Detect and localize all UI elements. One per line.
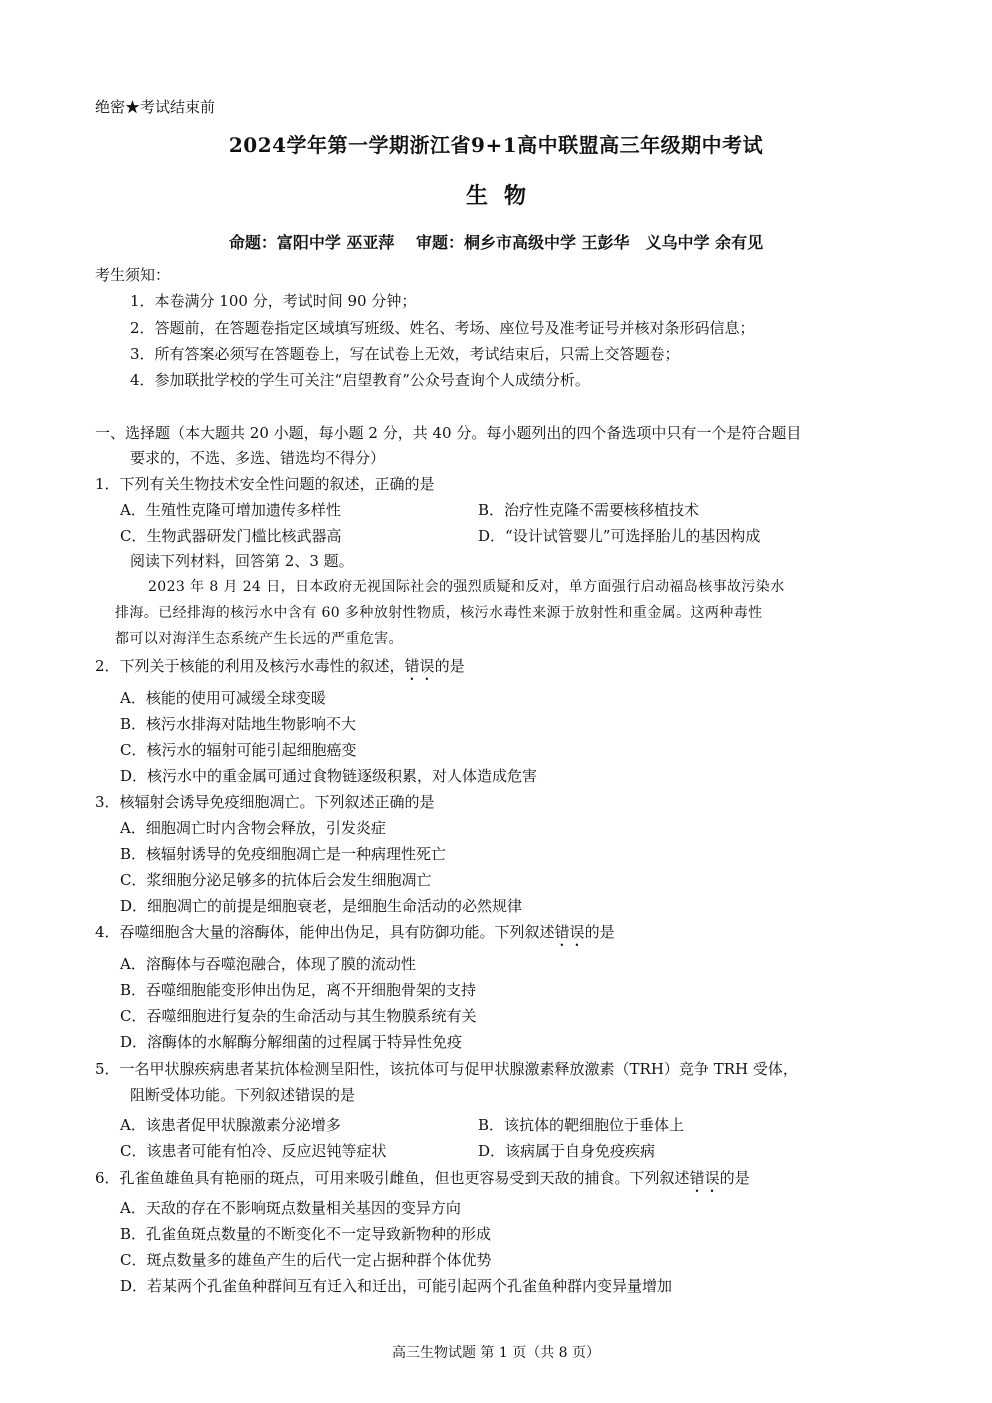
emphasis-word: 错误 [295,1086,326,1104]
question-3-stem: 3．核辐射会诱导免疫细胞凋亡。下列叙述正确的是 [95,793,435,811]
section-heading: 一、选择题（本大题共 20 小题，每小题 2 分，共 40 分。每小题列出的四个备选项中只有一个是符合题目 [95,424,802,442]
authors-line: 命题：富阳中学 巫亚萍 审题：桐乡市高级中学 王彭华 义乌中学 余有见 [228,233,764,252]
question-4-stem: 4．吞噬细胞含大量的溶酶体，能伸出伪足，具有防御功能。下列叙述错误的是 [95,923,615,941]
question-2-stem: 2．下列关于核能的利用及核污水毒性的叙述，错误的是 [95,657,465,675]
question-5-stem: 5．一名甲状腺疾病患者某抗体检测呈阳性，该抗体可与促甲状腺激素释放激素（TRH）竞争 TRH 受体， [95,1060,798,1078]
question-5-option-c: C．该患者可能有怕冷、反应迟钝等症状 [120,1142,387,1160]
notice-item: 4．参加联批学校的学生可关注“启望教育”公众号查询个人成绩分析。 [130,371,590,389]
exam-title: 2024学年第一学期浙江省9+1高中联盟高三年级期中考试 [228,133,764,157]
question-6-option-b: B．孔雀鱼斑点数量的不断变化不一定导致新物种的形成 [120,1225,492,1243]
question-4-option-d: D．溶酶体的水解酶分解细菌的过程属于特异性免疫 [120,1033,463,1051]
emphasis-word: 错误 [554,923,585,941]
reading-passage-line: 排海。已经排海的核污水中含有 60 多种放射性物质，核污水毒性来源于放射性和重金属。这两种毒性 [115,605,763,621]
question-1-option-d: D．“设计试管婴儿”可选择胎儿的基因构成 [478,527,761,545]
question-3-option-a: A．细胞凋亡时内含物会释放，引发炎症 [120,819,386,837]
confidential-label: 绝密★考试结束前 [95,98,216,116]
question-3-option-b: B．核辐射诱导的免疫细胞凋亡是一种病理性死亡 [120,845,447,863]
question-6-option-d: D．若某两个孔雀鱼种群间互有迁入和迁出，可能引起两个孔雀鱼种群内变异量增加 [120,1277,673,1295]
notice-item: 2．答题前，在答题卷指定区域填写班级、姓名、考场、座位号及准考证号并核对条形码信息； [130,319,755,337]
question-5-option-b: B．该抗体的靶细胞位于垂体上 [478,1116,685,1134]
question-4-option-b: B．吞噬细胞能变形伸出伪足，离不开细胞骨架的支持 [120,981,477,999]
page-footer: 高三生物试题 第 1 页（共 8 页） [391,1345,601,1361]
emphasis-word: 错误 [689,1169,720,1187]
question-5-stem-cont: 阻断受体功能。下列叙述错误的是 [130,1086,356,1104]
question-3-option-c: C．浆细胞分泌足够多的抗体后会发生细胞凋亡 [120,871,432,889]
question-3-option-d: D．细胞凋亡的前提是细胞衰老，是细胞生命活动的必然规律 [120,897,523,915]
notice-heading: 考生须知： [95,266,171,284]
question-2-option-b: B．核污水排海对陆地生物影响不大 [120,715,357,733]
question-6-option-c: C．斑点数量多的雄鱼产生的后代一定占据种群个体优势 [120,1251,492,1269]
question-1-option-b: B．治疗性克隆不需要核移植技术 [478,501,700,519]
question-4-option-a: A．溶酶体与吞噬泡融合，体现了膜的流动性 [120,955,416,973]
subject-title: 生物 [465,183,542,209]
question-2-option-c: C．核污水的辐射可能引起细胞癌变 [120,741,357,759]
question-6-option-a: A．天敌的存在不影响斑点数量相关基因的变异方向 [120,1199,461,1217]
question-4-option-c: C．吞噬细胞进行复杂的生命活动与其生物膜系统有关 [120,1007,477,1025]
reading-intro: 阅读下列材料，回答第 2、3 题。 [130,552,354,570]
question-5-option-d: D．该病属于自身免疫疾病 [478,1142,656,1160]
reading-passage-line: 都可以对海洋生态系统产生长远的严重危害。 [115,631,403,647]
notice-item: 3．所有答案必须写在答题卷上，写在试卷上无效，考试结束后，只需上交答题卷； [130,345,680,363]
reading-passage-line: 2023 年 8 月 24 日，日本政府无视国际社会的强烈质疑和反对，单方面强行启动福岛核事故污染水 [148,579,785,595]
question-1-option-c: C．生物武器研发门槛比核武器高 [120,527,342,545]
question-2-option-a: A．核能的使用可减缓全球变暖 [120,689,326,707]
question-6-stem: 6．孔雀鱼雄鱼具有艳丽的斑点，可用来吸引雌鱼，但也更容易受到天敌的捕食。下列叙述错误的是 [95,1169,750,1187]
question-1-option-a: A．生殖性克隆可增加遗传多样性 [120,501,341,519]
question-2-option-d: D．核污水中的重金属可通过食物链逐级积累，对人体造成危害 [120,767,538,785]
emphasis-word: 错误 [404,657,435,675]
question-1-stem: 1．下列有关生物技术安全性问题的叙述，正确的是 [95,475,435,493]
question-5-option-a: A．该患者促甲状腺激素分泌增多 [120,1116,341,1134]
section-heading-cont: 要求的，不选、多选、错选均不得分） [130,449,386,467]
notice-item: 1．本卷满分 100 分，考试时间 90 分钟； [130,292,417,310]
